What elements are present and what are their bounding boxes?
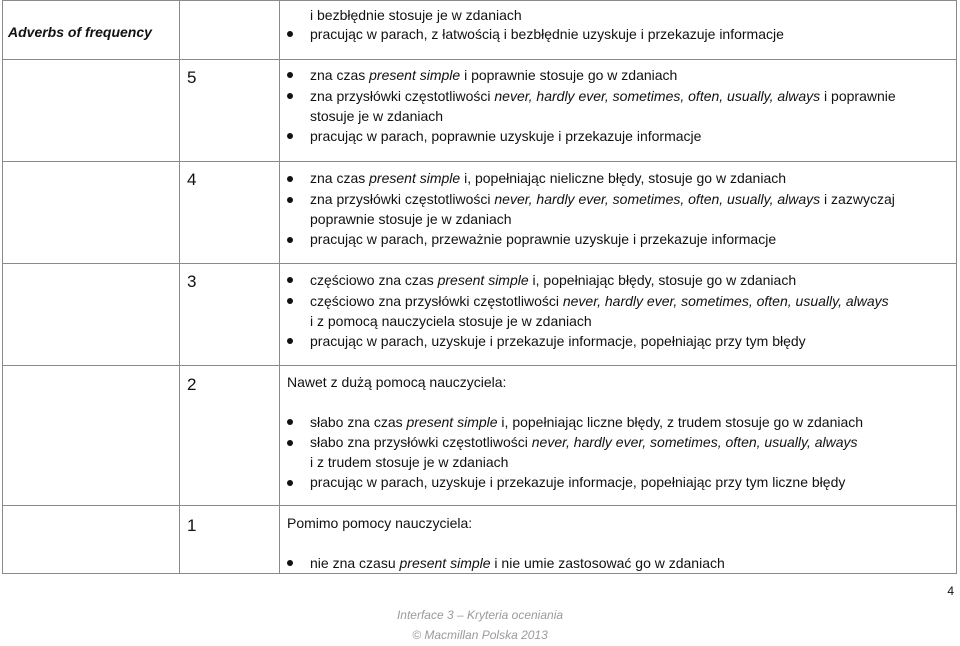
bullet-icon: [287, 338, 293, 344]
bullet-icon: [287, 480, 293, 486]
g3-line-2: częściowo zna przysłówki częstotliwości never, hardly ever, sometimes, often, usually, always: [310, 293, 889, 309]
top-line-1: i bezbłędnie stosuje je w zdaniach: [310, 7, 522, 23]
grade-4: 4: [187, 170, 197, 189]
column-divider-1: [179, 1, 180, 573]
bullet-icon: [287, 440, 293, 446]
g2-line-2: słabo zna przysłówki częstotliwości never, hardly ever, sometimes, often, usually, always: [310, 434, 858, 450]
footer-title: Interface 3 – Kryteria oceniania: [396, 608, 564, 622]
g3-line-2-cont: i z pomocą nauczyciela stosuje je w zdaniach: [310, 313, 592, 329]
g5-line-2: zna przysłówki częstotliwości never, hardly ever, sometimes, often, usually, always i poprawnie: [310, 88, 896, 104]
bullet-icon: [287, 237, 293, 243]
bullet-icon: [287, 93, 293, 99]
footer-copyright: © Macmillan Polska 2013: [412, 628, 548, 642]
g1-intro: Pomimo pomocy nauczyciela:: [287, 515, 473, 531]
bullet-icon: [287, 298, 293, 304]
bullet-icon: [287, 72, 293, 78]
bullet-icon: [287, 197, 293, 203]
g4-line-2-cont: poprawnie stosuje je w zdaniach: [310, 211, 512, 227]
subject-label: Adverbs of frequency: [8, 24, 152, 40]
g3-line-1: częściowo zna czas present simple i, popełniając błędy, stosuje go w zdaniach: [310, 272, 797, 288]
bullet-icon: [287, 31, 293, 37]
row-divider-2: [3, 161, 956, 162]
g1-line-1: nie zna czasu present simple i nie umie zastosować go w zdaniach: [310, 555, 725, 571]
g2-line-3: pracując w parach, uzyskuje i przekazuje informacje, popełniając przy tym liczne błędy: [310, 474, 846, 490]
g2-line-1: słabo zna czas present simple i, popełniając liczne błędy, z trudem stosuje go w zdaniach: [310, 414, 864, 430]
g3-line-3: pracując w parach, uzyskuje i przekazuje informacje, popełniając przy tym błędy: [310, 333, 806, 349]
bullet-icon: [287, 560, 293, 566]
g5-line-2-cont: stosuje je w zdaniach: [310, 108, 444, 124]
column-divider-2: [279, 1, 280, 573]
g5-line-1: zna czas present simple i poprawnie stosuje go w zdaniach: [310, 67, 678, 83]
g4-line-1: zna czas present simple i, popełniając nieliczne błędy, stosuje go w zdaniach: [310, 170, 787, 186]
g2-intro: Nawet z dużą pomocą nauczyciela:: [287, 374, 507, 390]
g4-line-2: zna przysłówki częstotliwości never, hardly ever, sometimes, often, usually, always i zazwyczaj: [310, 191, 895, 207]
bullet-icon: [287, 133, 293, 139]
grade-2: 2: [187, 375, 197, 394]
bullet-icon: [287, 277, 293, 283]
g2-line-2-cont: i z trudem stosuje je w zdaniach: [310, 454, 509, 470]
grade-3: 3: [187, 272, 197, 291]
bullet-icon: [287, 176, 293, 182]
g4-line-3: pracując w parach, przeważnie poprawnie uzyskuje i przekazuje informacje: [310, 231, 777, 247]
row-divider-1: [3, 59, 956, 60]
grade-1: 1: [187, 516, 197, 535]
page-number: 4: [947, 584, 954, 598]
grade-5: 5: [187, 68, 197, 87]
bullet-icon: [287, 419, 293, 425]
row-divider-3: [3, 263, 956, 264]
row-divider-5: [3, 505, 956, 506]
row-divider-4: [3, 365, 956, 366]
g5-line-3: pracując w parach, poprawnie uzyskuje i przekazuje informacje: [310, 128, 702, 144]
top-line-2: pracując w parach, z łatwością i bezbłędnie uzyskuje i przekazuje informacje: [310, 26, 784, 42]
